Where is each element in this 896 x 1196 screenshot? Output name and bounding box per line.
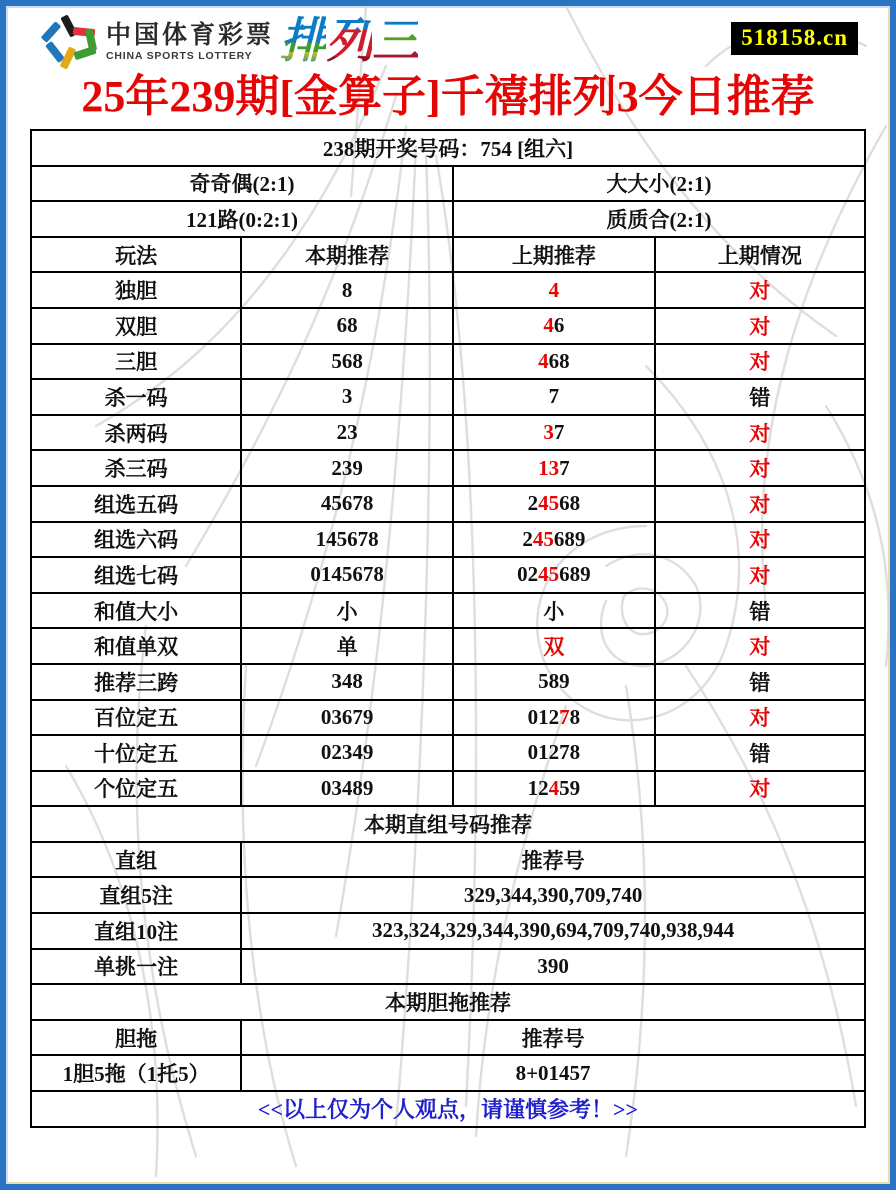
section-title: 本期胆拖推荐 [31, 984, 865, 1020]
digit-segment: 2 [522, 526, 533, 551]
play-name: 十位定五 [31, 735, 241, 771]
stat-cell: 大大小(2:1) [453, 166, 865, 202]
product-logo-pailie3: 排列三 [280, 15, 419, 68]
previous-result: 对 [655, 308, 865, 344]
stat-row [31, 166, 865, 202]
previous-result: 对 [655, 450, 865, 486]
row-value: 8+01457 [241, 1055, 865, 1091]
previous-recommendation [453, 344, 655, 380]
previous-recommendation [453, 272, 655, 308]
table-header-row [31, 237, 865, 273]
page-title: 25年239期[金算子]千禧排列3今日推荐 [81, 72, 815, 121]
sub-header: 推荐号 [241, 1020, 865, 1056]
digit-segment-red: 4 [548, 277, 560, 302]
play-name: 杀一码 [31, 379, 241, 415]
previous-recommendation [453, 450, 655, 486]
previous-result: 对 [655, 486, 865, 522]
digit-segment: 7 [553, 420, 565, 445]
prediction-table [30, 129, 866, 1128]
previous-result: 错 [655, 593, 865, 629]
current-recommendation: 02349 [241, 735, 453, 771]
play-name: 和值单双 [31, 628, 241, 664]
prediction-row [31, 450, 865, 486]
previous-recommendation [453, 415, 655, 451]
logo-text [106, 20, 275, 62]
play-name: 杀三码 [31, 450, 241, 486]
stat-row [31, 201, 865, 237]
current-recommendation: 03679 [241, 700, 453, 736]
row-value: 329,344,390,709,740 [241, 877, 865, 913]
previous-result: 对 [655, 415, 865, 451]
play-name: 双胆 [31, 308, 241, 344]
digit-segment: 小 [543, 599, 565, 624]
stat-cell: 121路(0:2:1) [31, 201, 453, 237]
section-header-row [31, 842, 865, 878]
prediction-row [31, 593, 865, 629]
previous-recommendation [453, 664, 655, 700]
current-recommendation: 单 [241, 628, 453, 664]
recommend-row [31, 877, 865, 913]
digit-segment: 6 [553, 313, 565, 338]
prediction-row [31, 557, 865, 593]
current-recommendation: 68 [241, 308, 453, 344]
prediction-row [31, 308, 865, 344]
previous-result: 对 [655, 557, 865, 593]
column-header: 本期推荐 [241, 237, 453, 273]
section-title-row [31, 984, 865, 1020]
sub-header: 胆拖 [31, 1020, 241, 1056]
current-recommendation: 239 [241, 450, 453, 486]
disclaimer-row [31, 1091, 865, 1127]
previous-result: 错 [655, 735, 865, 771]
section-header-row [31, 1020, 865, 1056]
previous-result: 对 [655, 272, 865, 308]
stat-cell: 奇奇偶(2:1) [31, 166, 453, 202]
row-value: 390 [241, 949, 865, 985]
digit-segment: 012 [527, 704, 560, 729]
prediction-row [31, 628, 865, 664]
draw-result: 238期开奖号码：754 [组六] [31, 130, 865, 166]
prediction-row [31, 664, 865, 700]
row-label: 直组5注 [31, 877, 241, 913]
previous-recommendation [453, 735, 655, 771]
column-header: 玩法 [31, 237, 241, 273]
play-name: 个位定五 [31, 771, 241, 807]
play-name: 独胆 [31, 272, 241, 308]
previous-result: 对 [655, 628, 865, 664]
prediction-row [31, 344, 865, 380]
digit-segment-red: 4 [548, 775, 560, 800]
prediction-row [31, 415, 865, 451]
prediction-row [31, 486, 865, 522]
digit-segment-red: 7 [559, 704, 570, 729]
logo-en-text: CHINA SPORTS LOTTERY [106, 49, 253, 62]
disclaimer: <<以上仅为个人观点，请谨慎参考！>> [31, 1091, 865, 1127]
digit-segment: 689 [559, 562, 591, 587]
digit-segment: 2 [527, 491, 539, 516]
sub-header: 推荐号 [241, 842, 865, 878]
current-recommendation: 3 [241, 379, 453, 415]
draw-result-row [31, 130, 865, 166]
lottery-tip-sheet [6, 6, 890, 1128]
previous-recommendation [453, 379, 655, 415]
current-recommendation: 23 [241, 415, 453, 451]
digit-segment-red: 4 [543, 313, 554, 338]
previous-recommendation [453, 771, 655, 807]
site-badge[interactable]: 518158.cn [731, 22, 858, 55]
current-recommendation: 8 [241, 272, 453, 308]
prediction-row [31, 735, 865, 771]
previous-result: 错 [655, 664, 865, 700]
digit-segment-red: 4 [538, 348, 549, 373]
current-recommendation: 小 [241, 593, 453, 629]
previous-result: 对 [655, 771, 865, 807]
lottery-pinwheel-icon [40, 16, 98, 68]
play-name: 杀两码 [31, 415, 241, 451]
digit-segment-red: 13 [538, 455, 560, 480]
current-recommendation: 03489 [241, 771, 453, 807]
recommend-row [31, 913, 865, 949]
prediction-row [31, 771, 865, 807]
column-header: 上期推荐 [453, 237, 655, 273]
digit-segment-red: 3 [543, 420, 554, 445]
digit-segment: 12 [527, 775, 549, 800]
previous-result: 对 [655, 344, 865, 380]
digit-segment: 02 [517, 562, 539, 587]
previous-recommendation [453, 700, 655, 736]
section-title-row [31, 806, 865, 842]
digit-segment-red: 45 [532, 526, 554, 551]
digit-segment: 689 [553, 526, 586, 551]
prediction-row [31, 522, 865, 558]
previous-recommendation [453, 308, 655, 344]
play-name: 百位定五 [31, 700, 241, 736]
previous-recommendation [453, 593, 655, 629]
play-name: 组选七码 [31, 557, 241, 593]
sub-header: 直组 [31, 842, 241, 878]
prediction-row [31, 379, 865, 415]
digit-segment: 68 [548, 348, 570, 373]
row-value: 323,324,329,344,390,694,709,740,938,944 [241, 913, 865, 949]
digit-segment: 7 [559, 455, 570, 480]
recommend-row [31, 1055, 865, 1091]
play-name: 组选六码 [31, 522, 241, 558]
digit-segment-red: 45 [538, 562, 560, 587]
stat-cell: 质质合(2:1) [453, 201, 865, 237]
previous-recommendation [453, 557, 655, 593]
row-label: 直组10注 [31, 913, 241, 949]
current-recommendation: 45678 [241, 486, 453, 522]
current-recommendation: 145678 [241, 522, 453, 558]
sports-lottery-logo [40, 16, 418, 68]
current-recommendation: 348 [241, 664, 453, 700]
previous-recommendation [453, 628, 655, 664]
previous-result: 对 [655, 522, 865, 558]
prediction-row [31, 272, 865, 308]
section-title: 本期直组号码推荐 [31, 806, 865, 842]
prediction-row [31, 700, 865, 736]
digit-segment: 589 [538, 669, 570, 694]
play-name: 和值大小 [31, 593, 241, 629]
digit-segment: 59 [559, 775, 581, 800]
digit-segment: 8 [569, 704, 581, 729]
play-name: 组选五码 [31, 486, 241, 522]
play-name: 推荐三跨 [31, 664, 241, 700]
previous-result: 错 [655, 379, 865, 415]
row-label: 1胆5拖（1托5） [31, 1055, 241, 1091]
logo-cn-text: 中国体育彩票 [106, 20, 275, 49]
digit-segment: 01278 [527, 740, 581, 765]
digit-segment: 68 [559, 491, 581, 516]
digit-segment: 7 [548, 384, 560, 409]
digit-segment-red: 45 [538, 491, 560, 516]
recommend-row [31, 949, 865, 985]
current-recommendation: 568 [241, 344, 453, 380]
play-name: 三胆 [31, 344, 241, 380]
digit-segment-red: 双 [543, 635, 565, 660]
previous-recommendation [453, 486, 655, 522]
previous-recommendation [453, 522, 655, 558]
row-label: 单挑一注 [31, 949, 241, 985]
page-header [30, 12, 866, 70]
column-header: 上期情况 [655, 237, 865, 273]
current-recommendation: 0145678 [241, 557, 453, 593]
previous-result: 对 [655, 700, 865, 736]
